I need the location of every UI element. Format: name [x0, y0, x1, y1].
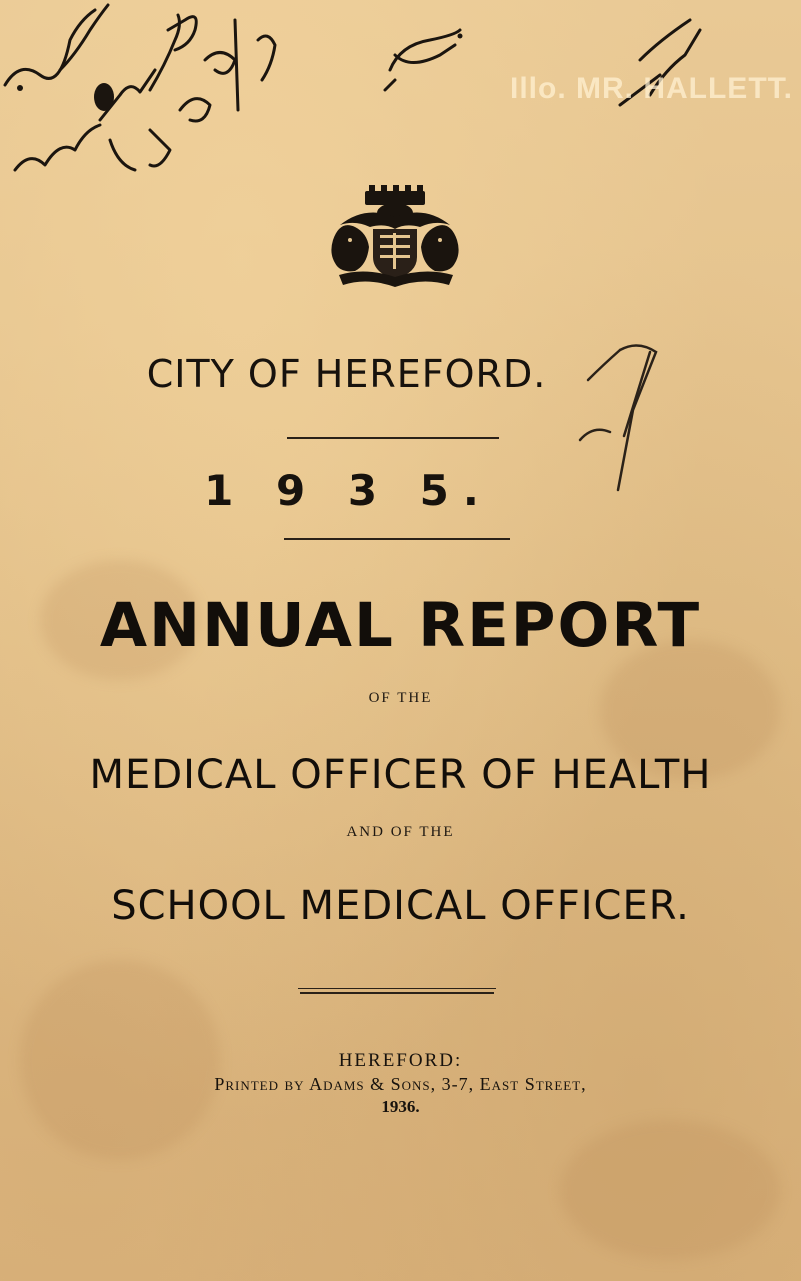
- imprint-year: 1936.: [381, 1097, 420, 1116]
- divider-rule: [287, 437, 499, 439]
- report-year: 1 9 3 5.: [204, 466, 493, 515]
- imprint-place: HEREFORD:: [338, 1050, 463, 1071]
- imprint-printer: Printed by Adams & Sons, 3-7, East Street,: [214, 1074, 587, 1094]
- city-coat-of-arms-icon: [325, 185, 465, 290]
- owner-inscription: Illo. MR. HALLETT.: [510, 72, 793, 105]
- report-title: ANNUAL REPORT: [99, 590, 702, 661]
- divider-rule: [284, 538, 510, 540]
- officer-title-health: MEDICAL OFFICER OF HEALTH: [89, 752, 712, 798]
- divider-rule: [300, 992, 494, 994]
- and-of-the-caption: AND OF THE: [346, 824, 455, 840]
- paper-stain: [560, 1120, 780, 1260]
- divider-rule: [298, 988, 496, 989]
- pencil-number-mark-icon: [558, 340, 678, 500]
- city-title: CITY OF HEREFORD.: [146, 352, 547, 396]
- of-the-caption: OF THE: [368, 690, 433, 706]
- officer-title-school: SCHOOL MEDICAL OFFICER.: [111, 883, 690, 929]
